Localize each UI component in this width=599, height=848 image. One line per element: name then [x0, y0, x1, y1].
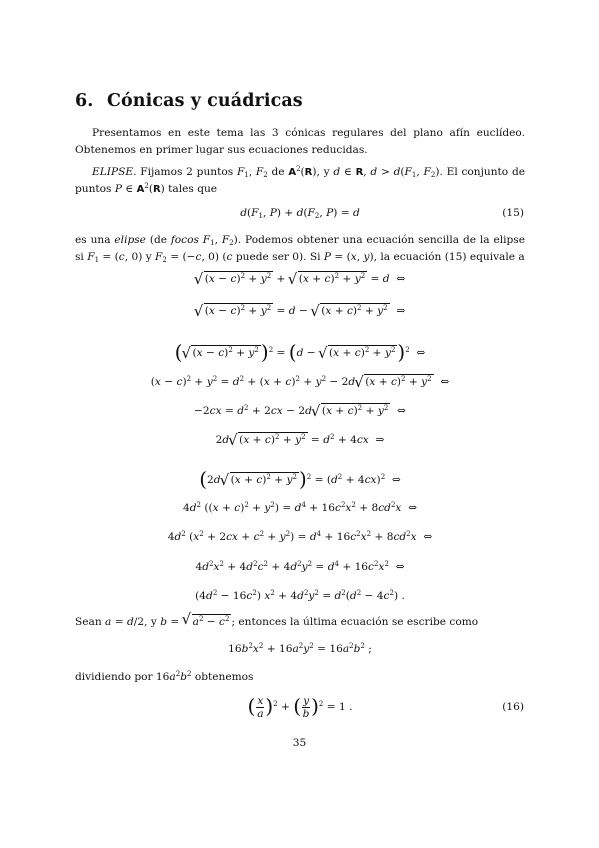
equation-15: $d(F_1$, $P) + d(F_2$, P) = d	[240, 207, 360, 220]
equation-16: ( $\frac{x}{a}$ )$^2$ + ( $\frac{y}{b}$ )$^2$ = 1 .	[247, 694, 353, 720]
section-number: 6.	[75, 91, 94, 111]
derivation-step-11: $(4d^2 - 16c^2) x^2 + 4d^2y^2 = d^2(d^2 - 4c^2)$ .	[195, 589, 405, 602]
derivation-step-10: $4d^2x^2 + 4d^2c^2 + 4d^2y^2 = d^4 + 16c^2x^2$ ⇔	[195, 560, 405, 573]
derivation-step-9: $4d^2$ $(x^2 + 2cx + c^2 + y^2) = d^4 + 16c^2x^2 + 8cd^2x$ ⇔	[167, 530, 433, 543]
derivation-step-7: (2d√ $(x + c)^2 + y^2$ )$^2 = (d^2 + 4cx)^2$ ⇔	[75, 467, 525, 491]
derivation-step-8: $4d^2$ $((x + c)^2 + y^2) = d^4 + 16c^2x^2 + 8cd^2x$ ⇔	[182, 501, 418, 514]
ellipse-definition-paragraph: es una elipse (de focos $F_1$, $F_2$). Podemos obtener una ecuación sencilla de la elipse si $F_1 = (c$, 0) y $F_2 = (-c$, 0) (c puede ser 0). Si P = (x, y), la ecuación (15) equivale a	[75, 234, 525, 264]
derivation-step-2: √ $(x - c)^2 + y^2 = d$ − √ $(x + c)^2 + y^2$ ⇒	[75, 305, 525, 317]
derivation-step-1: √ $(x - c)^2 + y^2$ + √ $(x + c)^2 + y^2 = d$ ⇔	[75, 273, 525, 285]
derivation-step-4: $(x - c)^2 + y^2 = d^2 + (x + c)^2 + y^2 - 2d√$ $(x + c)^2 + y^2$ ⇔	[75, 376, 525, 388]
derivation-step-3: (√ $(x - c)^2 + y^2$ )$^2$ = (d − √ $(x + c)^2 + y^2$ )$^2$ ⇔	[75, 340, 525, 364]
section-heading	[75, 91, 303, 111]
equation-number-15: (15)	[502, 207, 524, 219]
ellipse-label: ELIPSE.	[92, 166, 137, 178]
division-sentence: dividiendo por $16a^2b^2$ obtenemos	[75, 670, 254, 683]
ellipse-paragraph: ELIPSE. Fijamos 2 puntos $F_1$, $F_2$ de $A^2(R)$, y d ∈ R, $d > d(F_1$, $F_2$). El conjunto de puntos P ∈ $A^2(R)$ tales que	[75, 165, 525, 195]
reduced-equation-intermediate: $16b^2x^2 + 16a^2y^2 = 16a^2b^2$ ;	[228, 642, 372, 655]
equation-number-16: (16)	[502, 701, 524, 713]
section-title: Cónicas y cuádricas	[107, 91, 303, 111]
derivation-step-6: 2d√ $(x + c)^2 + y^2 = d^2 + 4cx$ ⇒	[75, 434, 525, 446]
intro-paragraph: Presentamos en este tema las 3 cónicas regulares del plano afín euclídeo. Obtenemos en primer lugar sus ecuaciones reducidas.	[75, 127, 525, 156]
substitution-sentence: Sean a = d/2, y b = √ $a^2 - c^2$ ; entonces la última ecuación se escribe como	[75, 615, 478, 629]
derivation-step-5: $-2cx = d^2 + 2cx - 2d√$ $(x + c)^2 + y^2$ ⇔	[75, 405, 525, 417]
page-number: 35	[292, 737, 307, 749]
